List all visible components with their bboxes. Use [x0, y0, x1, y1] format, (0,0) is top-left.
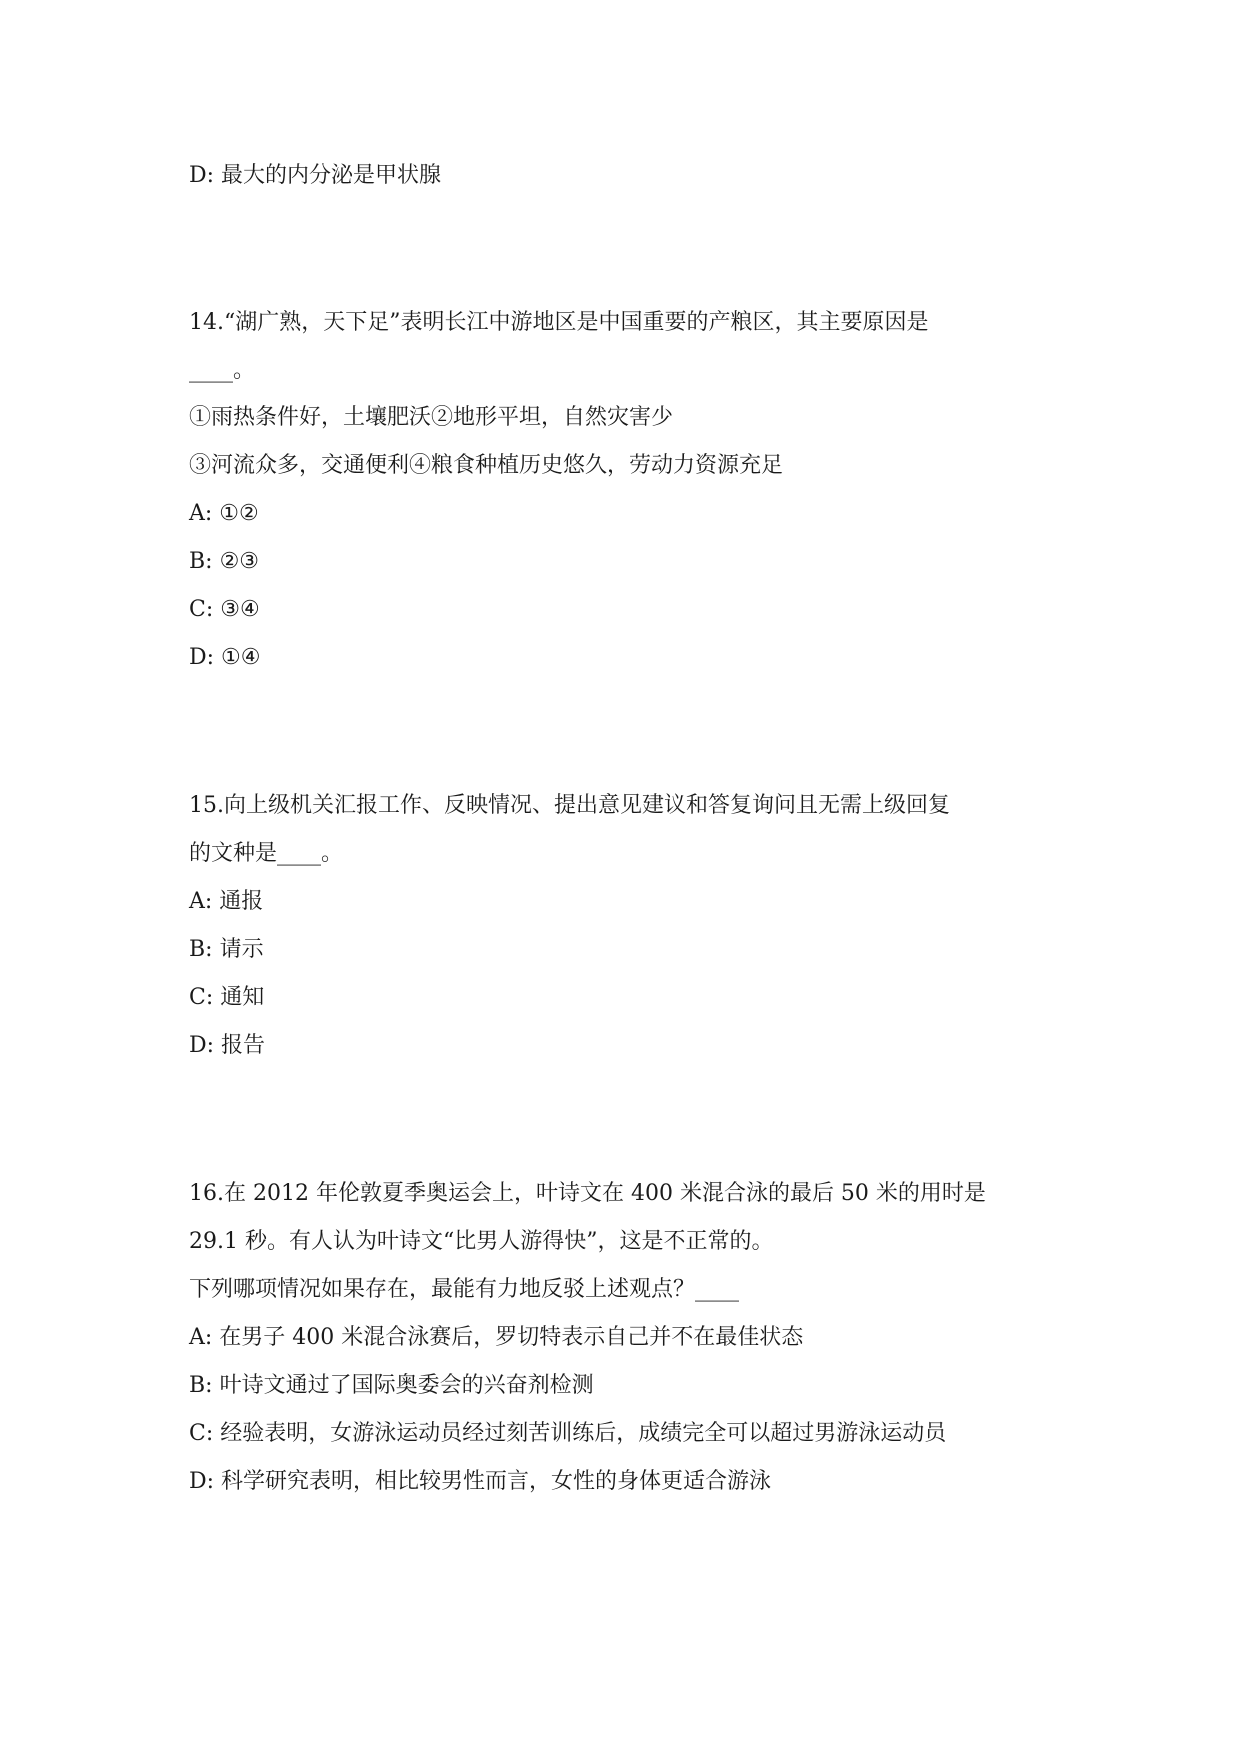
q14-option-c: C: ③④	[189, 597, 260, 622]
q15-stem-line2: 的文种是____。	[189, 841, 344, 866]
q14-statement-1: ①雨热条件好，土壤肥沃②地形平坦，自然灾害少	[189, 405, 674, 430]
q13-option-d: D: 最大的内分泌是甲状腺	[189, 163, 442, 188]
q14-stem-line2: ____。	[189, 358, 256, 383]
q15-stem-line1: 15.向上级机关汇报工作、反映情况、提出意见建议和答复询问且无需上级回复	[189, 793, 950, 818]
q16-stem-line3: 下列哪项情况如果存在，最能有力地反驳上述观点？____	[189, 1277, 740, 1302]
q14-statement-2: ③河流众多，交通便利④粮食种植历史悠久，劳动力资源充足	[189, 453, 784, 478]
q16-stem-line2: 29.1 秒。有人认为叶诗文“比男人游得快”，这是不正常的。	[189, 1229, 774, 1254]
q15-option-d: D: 报告	[189, 1033, 266, 1058]
q16-option-b: B: 叶诗文通过了国际奥委会的兴奋剂检测	[189, 1373, 594, 1398]
q15-option-b: B: 请示	[189, 937, 264, 962]
q16-option-d: D: 科学研究表明，相比较男性而言，女性的身体更适合游泳	[189, 1469, 772, 1494]
q15-option-a: A: 通报	[189, 889, 264, 914]
q16-option-c: C: 经验表明，女游泳运动员经过刻苦训练后，成绩完全可以超过男游泳运动员	[189, 1421, 947, 1446]
q14-option-b: B: ②③	[189, 549, 260, 574]
q14-stem-line1: 14.“湖广熟，天下足”表明长江中游地区是中国重要的产粮区，其主要原因是	[189, 310, 929, 335]
q16-stem-line1: 16.在 2012 年伦敦夏季奥运会上，叶诗文在 400 米混合泳的最后 50 米的用时是	[189, 1181, 986, 1206]
q15-option-c: C: 通知	[189, 985, 265, 1010]
q14-option-d: D: ①④	[189, 645, 261, 670]
q14-option-a: A: ①②	[189, 501, 259, 526]
q16-option-a: A: 在男子 400 米混合泳赛后，罗切特表示自己并不在最佳状态	[189, 1325, 804, 1350]
